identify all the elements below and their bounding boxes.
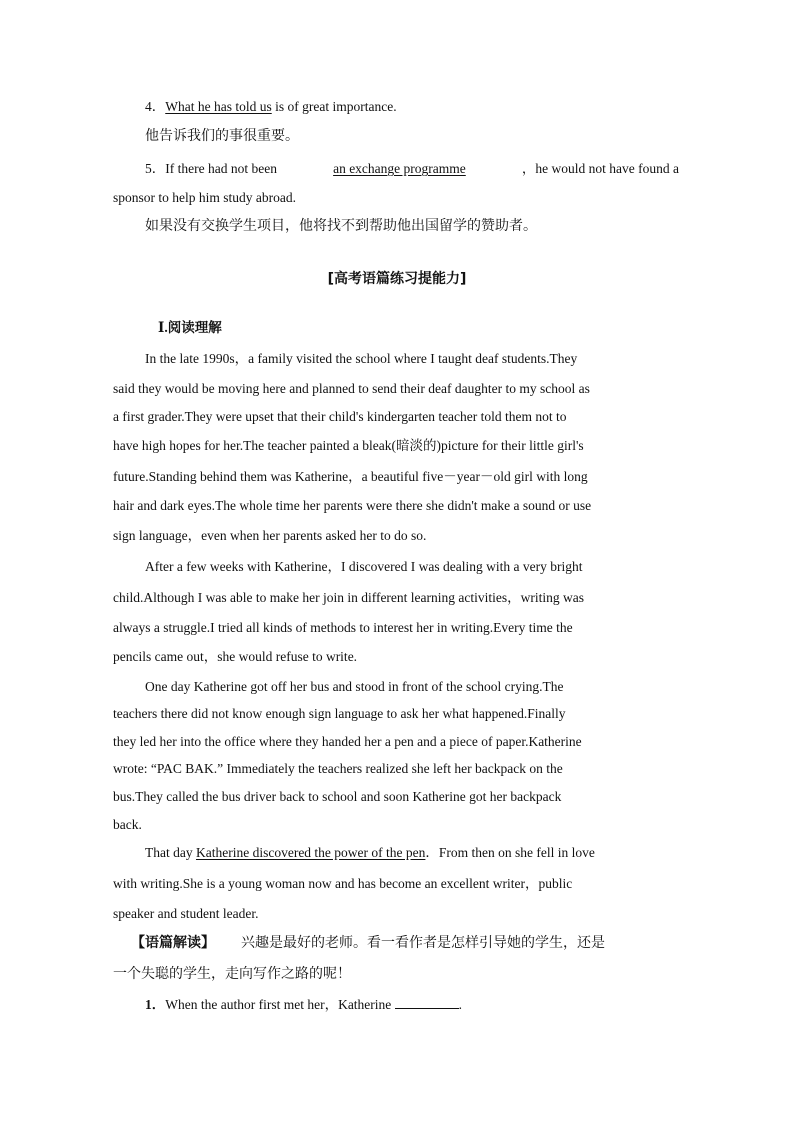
p2-line-2: child.Although I was able to make her join in different learning activities，writing was <box>113 590 585 605</box>
p3-line-5: bus.They called the bus driver back to school and soon Katherine got her backpack <box>113 789 562 804</box>
underlined-phrase: What he has told us <box>165 99 272 114</box>
p1-line-2: said they would be moving here and planned to send their deaf daughter to my school as <box>113 381 590 396</box>
p3-line-6: back. <box>113 817 142 832</box>
p3-line-4: wrote: “PAC BAK.” Immediately the teachers realized she left her backpack on the <box>113 761 563 776</box>
part-title: Ⅰ.阅读理解 <box>158 320 222 335</box>
p1-line-4: have high hopes for her.The teacher painted a bleak(暗淡的)picture for their little girl's <box>113 438 584 453</box>
p1-line-5: future.Standing behind them was Katherine，a beautiful five－year－old girl with long <box>113 469 588 484</box>
p4-line-2: with writing.She is a young woman now and has become an excellent writer，public <box>113 876 573 891</box>
question-number: 1． <box>145 997 166 1012</box>
sentence-rest: is of great importance. <box>271 99 397 114</box>
p1-line-6: hair and dark eyes.The whole time her parents were there she didn't make a sound or use <box>113 498 592 513</box>
p4-line-3: speaker and student leader. <box>113 906 259 921</box>
section-title: [高考语篇练习提能力] <box>327 271 467 287</box>
p2-line-1: After a few weeks with Katherine，I discovered I was dealing with a very bright <box>145 559 583 574</box>
p2-line-3: always a struggle.I tried all kinds of methods to interest her in writing.Every time the <box>113 620 573 635</box>
analysis-label: 【语篇解读】 <box>131 935 215 951</box>
underlined-phrase: Katherine discovered the power of the pen <box>195 845 426 860</box>
item-number: 4． <box>145 99 166 114</box>
question-end: . <box>458 997 463 1012</box>
sentence-part: That day <box>145 845 193 860</box>
sentence-part: ．From then on she fell in love <box>425 845 595 860</box>
item-4-sentence <box>145 97 679 117</box>
analysis-text: 兴趣是最好的老师。看一看作者是怎样引导她的学生，还是 <box>241 935 605 951</box>
sentence-part: If there had not been <box>165 161 277 176</box>
p3-line-1: One day Katherine got off her bus and stood in front of the school crying.The <box>145 679 564 694</box>
item-5-translation: 如果没有交换学生项目，他将找不到帮助他出国留学的赞助者。 <box>145 218 537 234</box>
p3-line-3: they led her into the office where they handed her a pen and a piece of paper.Katherine <box>113 734 582 749</box>
underlined-phrase: an exchange programme <box>333 161 466 176</box>
question-text: When the author first met her，Katherine <box>165 997 395 1012</box>
p1-line-1: In the late 1990s，a family visited the school where I taught deaf students.They <box>145 351 578 366</box>
analysis-line-1 <box>131 933 697 953</box>
p3-line-2: teachers there did not know enough sign language to ask her what happened.Finally <box>113 706 566 721</box>
item-5-sentence-line-2: sponsor to help him study abroad. <box>113 190 296 205</box>
question-1 <box>145 995 679 1015</box>
p1-line-3: a first grader.They were upset that their child's kindergarten teacher told them not to <box>113 409 567 424</box>
item-4-translation: 他告诉我们的事很重要。 <box>145 128 299 144</box>
answer-blank[interactable] <box>395 995 459 1009</box>
analysis-line-2: 一个失聪的学生，走向写作之路的呢！ <box>113 966 351 982</box>
item-number: 5． <box>145 161 166 176</box>
item-5-sentence-line-1 <box>145 159 679 179</box>
p1-line-7: sign language，even when her parents asked her to do so. <box>113 528 427 543</box>
p2-line-4: pencils came out，she would refuse to write. <box>113 649 358 664</box>
p4-line-1 <box>145 843 679 863</box>
sentence-part: ，he would not have found a <box>521 161 679 176</box>
